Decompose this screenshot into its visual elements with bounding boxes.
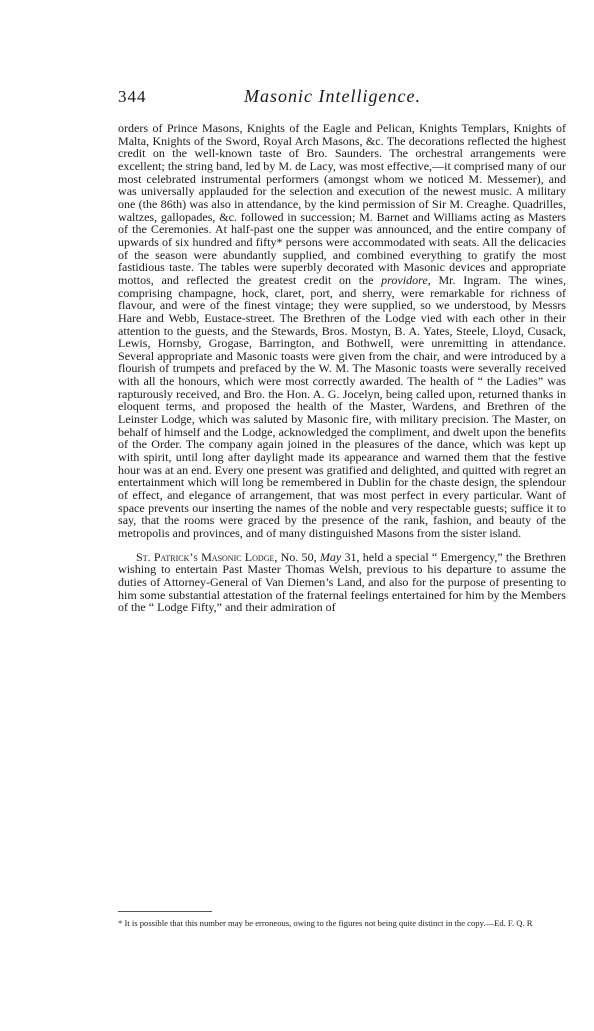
footnote-divider [118,911,212,912]
article-body [118,122,566,614]
paragraph-text: No. 50, [277,549,320,564]
paragraph-leinster-lodge-ball [118,122,566,540]
footnote: * It is possible that this number may be erroneous, owing to the figures not being quite distinct in the copy.—Ed. F. Q. R [118,918,533,928]
running-title: Masonic Intelligence. [244,86,421,106]
paragraph-text: 31, held a special “ Emergency,” the Brethren wishing to entertain Past Master Thomas Welsh, previous to his departure to assume the duties of Attorney-General of Van Diemen’s Land, and also for the purpose of presenting to him some substantial attestation of the fraternal feelings entertained for him by the Members of the “ Lodge Fifty,” and their admiration of [118,549,566,615]
lodge-name: St. Patrick’s Masonic Lodge, [136,549,278,564]
paragraph-st-patricks-lodge [118,551,566,614]
page-header [118,86,568,107]
italic-word: providore, [381,272,431,287]
page-number: 344 [118,87,147,106]
paragraph-text: Mr. Ingram. The wines, comprising champagne, hock, claret, port, and sherry, were remarkable for richness of flavour, and were of the finest vintage; they were supplied, so we understood, by Messrs Hare and Webb, Eustace-street. The Brethren of the Lodge vied with each other in their attention to the guests, and the Stewards, Bros. Mostyn, B. A. Yates, Steele, Lloyd, Cusack, Lewis, Hornsby, Grogase, Barrington, and Bothwell, were unremitting in attendance. Several appropriate and Masonic toasts were given from the chair, and were introduced by a flourish of trumpets and prefaced by the W. M. The Masonic toasts were severally received with all the honours, which were most correctly awarded. The health of “ the Ladies” was rapturously received, and Bro. the Hon. A. G. Jocelyn, being called upon, returned thanks in eloquent terms, and proposed the health of the Master, Wardens, and Brethren of the Leinster Lodge, which was saluted by Masonic fire, with military precision. The Master, on behalf of himself and the Lodge, acknowledged the compliment, and dwelt upon the benefits of the Order. The company again joined in the pleasures of the dance, which was kept up with spirit, until long after daylight made its appearance and warned them that the festive hour was at an end. Every one present was gratified and delighted, and quitted with regret an entertainment which will long be remembered in Dublin for the chaste design, the splendour of effect, and elegance of arrangement, that was most perfect in every particular. Want of space prevents our inserting the names of the noble and very respectable guests; suffice it to say, that the rooms were graced by the presence of the rank, fashion, and beauty of the metropolis and provinces, and of many distinguished Masons from the sister island. [118,272,566,540]
paragraph-text: orders of Prince Masons, Knights of the Eagle and Pelican, Knights Templars, Knights of Malta, Knights of the Sword, Royal Arch Masons, &c. The decorations reflected the highest credit on the well-known taste of Bro. Saunders. The orchestral arrangements were excellent; the string band, led by M. de Lacy, was most effective,—it comprised many of our most celebrated instrumental performers (amongst whom we noticed M. Messemer), and was universally applauded for the selection and execution of the newest music. A military one (the 86th) was also in attendance, by the kind permission of Sir M. Creaghe. Quadrilles, waltzes, gallopades, &c. followed in succession; M. Barnet and Williams acting as Masters of the Ceremonies. At half-past one the supper was announced, and the entire company of upwards of six hundred and fifty* persons were accommodated with seats. All the delicacies of the season were abundantly supplied, and combined everything to gratify the most fastidious taste. The tables were superbly decorated with Masonic devices and appropriate mottos, and reflected the greatest credit on the [118,121,566,287]
date-month: May [319,549,342,564]
